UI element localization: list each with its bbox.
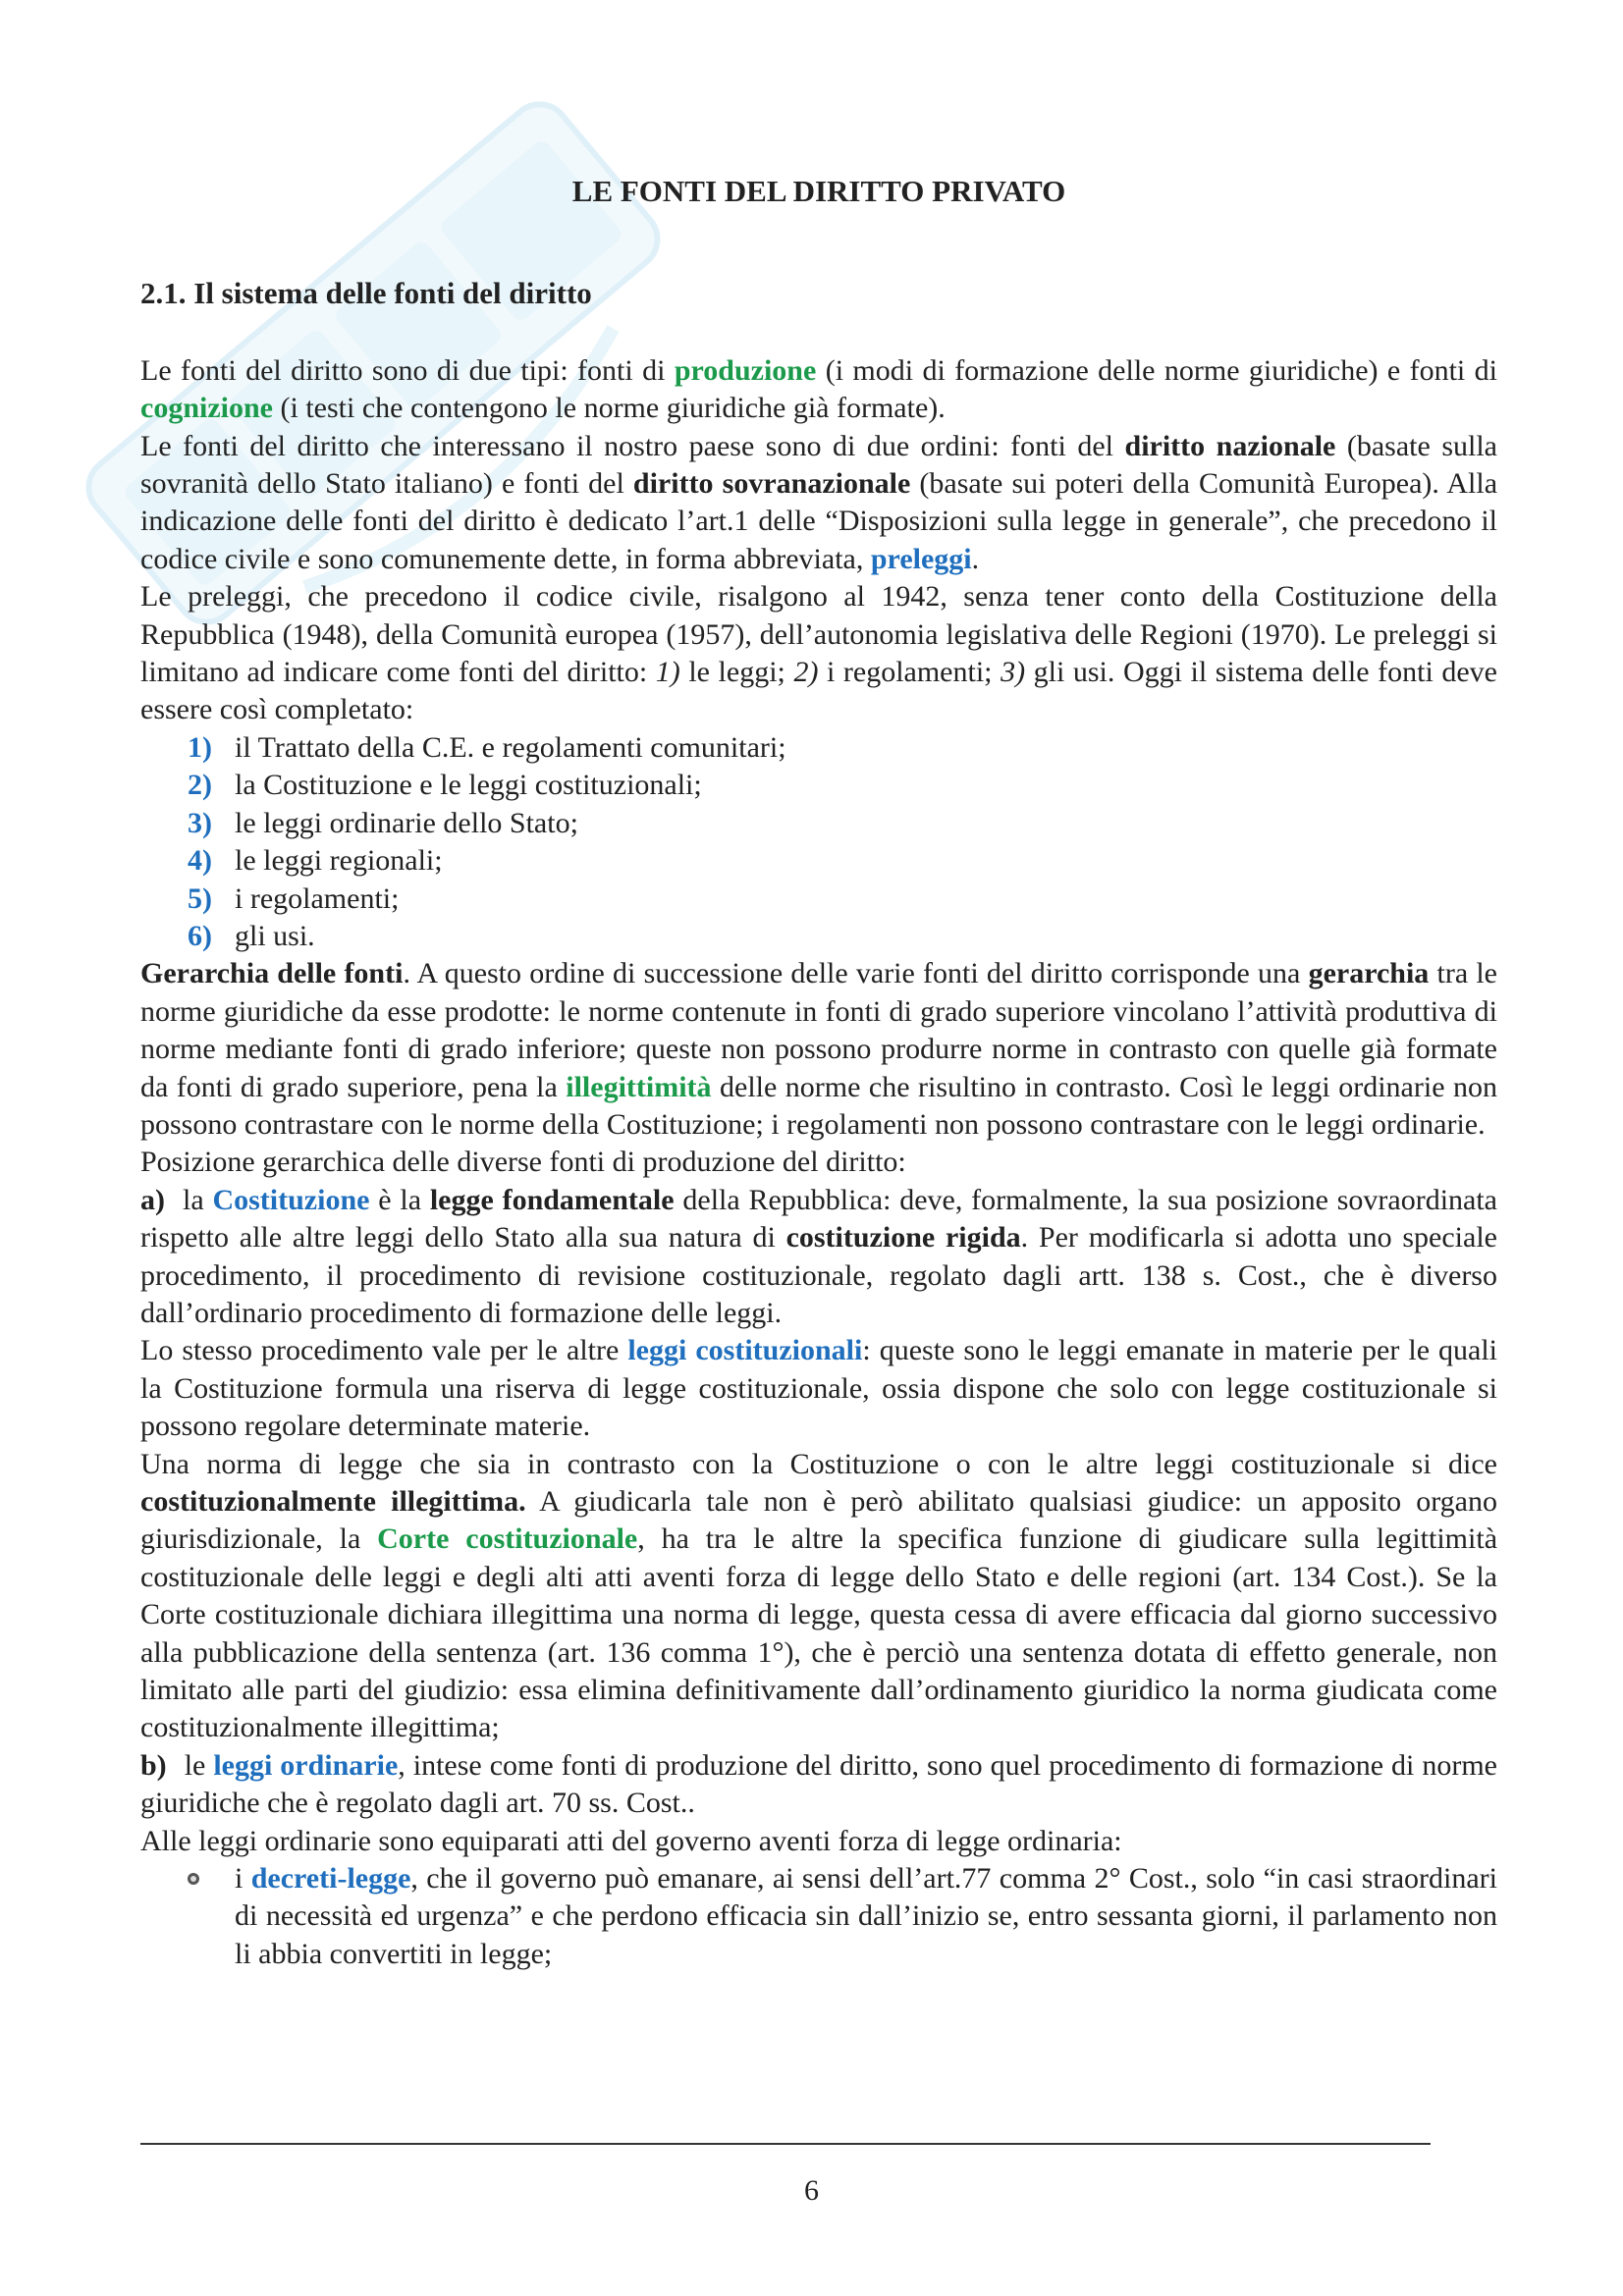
keyword-leggi-ordinarie: leggi ordinarie [213, 1748, 399, 1782]
paragraph-preleggi: Le preleggi, che precedono il codice civile, risalgono al 1942, senza tener conto della Costituzione della Repubblica (1948), della Comunità europea (1957), dell’autonomia legislativa delle Regioni (1970). Le preleggi si limitano ad indicare come fonti del diritto: 1) le leggi; 2) i regolamenti; 3) gli usi. Oggi il sistema delle fonti deve essere così completato: [140, 580, 1497, 726]
list-item: 5) i regolamenti; [188, 881, 400, 915]
keyword-corte-costituzionale: Corte costituzionale [377, 1522, 638, 1556]
paragraph-sources-orders: Le fonti del diritto che interessano il nostro paese sono di due ordini: fonti del diritto nazionale (basate sulla sovranità dello Stato italiano) e fonti del diritto sovranazionale (basate sui poteri della Comunità Europea). Alla indicazione delle fonti del diritto è dedicato l’art.1 delle “Disposizioni sulla legge in generale”, che precedono il codice civile e sono comunemente dette, in forma abbreviata, preleggi. [140, 429, 1498, 575]
keyword-decreti-legge: decreti-legge [250, 1862, 411, 1896]
list-item: 1) il Trattato della C.E. e regolamenti comunitari; [188, 730, 786, 764]
keyword-illegittimita: illegittimità [566, 1070, 712, 1103]
keyword-produzione: produzione [674, 353, 817, 387]
list-item: i decreti-legge, che il governo può emanare, ai sensi dell’art.77 comma 2° Cost., solo “in casi straordinari di necessità ed urgenza” e che perdono efficacia sin dall’inizio se, entro sessanta giorni, il parlamento non li abbia convertiti in legge; [188, 1860, 1497, 1973]
paragraph-hierarchy: Gerarchia delle fonti. A questo ordine di successione delle varie fonti del diritto corrisponde una gerarchia tra le norme giuridiche da esse prodotte: le norme contenute in fonti di grado superiore vincolano l’attività produttiva di norme mediante fonti di grado inferiore; queste non possono produrre norme in contrasto con quelle già formate da fonti di grado superiore, pena la illegittimità delle norme che risultino in contrasto. Così le leggi ordinarie non possono contrastare con le norme della Costituzione; i regolamenti non possono contrastare con le leggi ordinarie. [140, 957, 1497, 1141]
document-body [140, 173, 1497, 1973]
keyword-diritto-nazionale: diritto nazionale [1124, 429, 1336, 462]
bullet-icon [188, 1860, 235, 1973]
footer-divider [140, 2143, 1431, 2145]
keyword-legge-fondamentale: legge fondamentale [429, 1183, 675, 1216]
paragraph-a-costituzione: a) la Costituzione è la legge fondamentale della Repubblica: deve, formalmente, la sua posizione sovraordinata rispetto alle altre leggi dello Stato alla sua natura di costituzione rigida. Per modificarla si adotta uno speciale procedimento, il procedimento di revisione costituzionale, regolato dagli artt. 138 s. Cost., che è diverso dall’ordinario procedimento di formazione delle leggi. [140, 1183, 1497, 1329]
bullet-list [140, 1860, 1497, 1973]
paragraph-atti-governo: Alle leggi ordinarie sono equiparati atti del governo aventi forza di legge ordinaria: [140, 1824, 1122, 1857]
list-item: 4) le leggi regionali; [188, 844, 443, 878]
section-heading: 2.1. Il sistema delle fonti del diritto [140, 276, 592, 311]
item-label-a: a) [140, 1183, 165, 1216]
keyword-gerarchia-delle-fonti: Gerarchia delle fonti [140, 957, 404, 990]
keyword-leggi-costituzionali: leggi costituzionali [627, 1334, 863, 1367]
keyword-costituzionalmente-illegittima: costituzionalmente illegittima. [140, 1485, 526, 1518]
list-item: 2) la Costituzione e le leggi costituzionali; [188, 769, 702, 802]
keyword-cognizione: cognizione [140, 392, 273, 425]
paragraph-leggi-costituzionali: Lo stesso procedimento vale per le altre leggi costituzionali: queste sono le leggi emanate in materie per le quali la Costituzione formula una riserva di legge costituzionale, ossia dispone che solo con legge costituzionale si possono regolare determinate materie. [140, 1334, 1498, 1443]
list-item: 6) gli usi. [188, 919, 315, 952]
item-label-b: b) [140, 1748, 167, 1782]
paragraph-sources-types: Le fonti del diritto sono di due tipi: fonti di produzione (i modi di formazione delle norme giuridiche) e fonti di cognizione (i testi che contengono le norme giuridiche già formate). [140, 353, 1497, 425]
keyword-preleggi: preleggi [870, 542, 972, 575]
keyword-costituzione-rigida: costituzione rigida [785, 1221, 1021, 1255]
sources-list [140, 729, 1497, 955]
page-title: LE FONTI DEL DIRITTO PRIVATO [571, 174, 1066, 208]
keyword-gerarchia: gerarchia [1308, 957, 1430, 990]
keyword-diritto-sovranazionale: diritto sovranazionale [632, 467, 911, 501]
page-number: 6 [804, 2174, 819, 2207]
paragraph-position-intro: Posizione gerarchica delle diverse fonti di produzione del diritto: [140, 1146, 906, 1179]
paragraph-b-leggi-ordinarie: b) le leggi ordinarie, intese come fonti di produzione del diritto, sono quel procedimento di formazione di norme giuridiche che è regolato dagli art. 70 ss. Cost.. [140, 1748, 1497, 1820]
list-item: 3) le leggi ordinarie dello Stato; [188, 806, 578, 839]
keyword-costituzione: Costituzione [212, 1183, 370, 1216]
paragraph-illegittimita: Una norma di legge che sia in contrasto con la Costituzione o con le altre leggi costituzionale si dice costituzionalmente illegittima. A giudicarla tale non è però abilitato qualsiasi giudice: un apposito organo giurisdizionale, la Corte costituzionale, ha tra le altre la specifica funzione di giudicare sulla legittimità costituzionale delle leggi e degli alti atti aventi forza di legge dello Stato e delle regioni (art. 134 Cost.). Se la Corte costituzionale dichiara illegittima una norma di legge, questa cessa di avere efficacia dal giorno successivo alla pubblicazione della sentenza (art. 136 comma 1°), che è perciò una sentenza dotata di effetto generale, non limitato alle parti del giudizio: essa elimina definitivamente dall’ordinamento giuridico la norma giudicata come costituzionalmente illegittima; [140, 1447, 1498, 1744]
